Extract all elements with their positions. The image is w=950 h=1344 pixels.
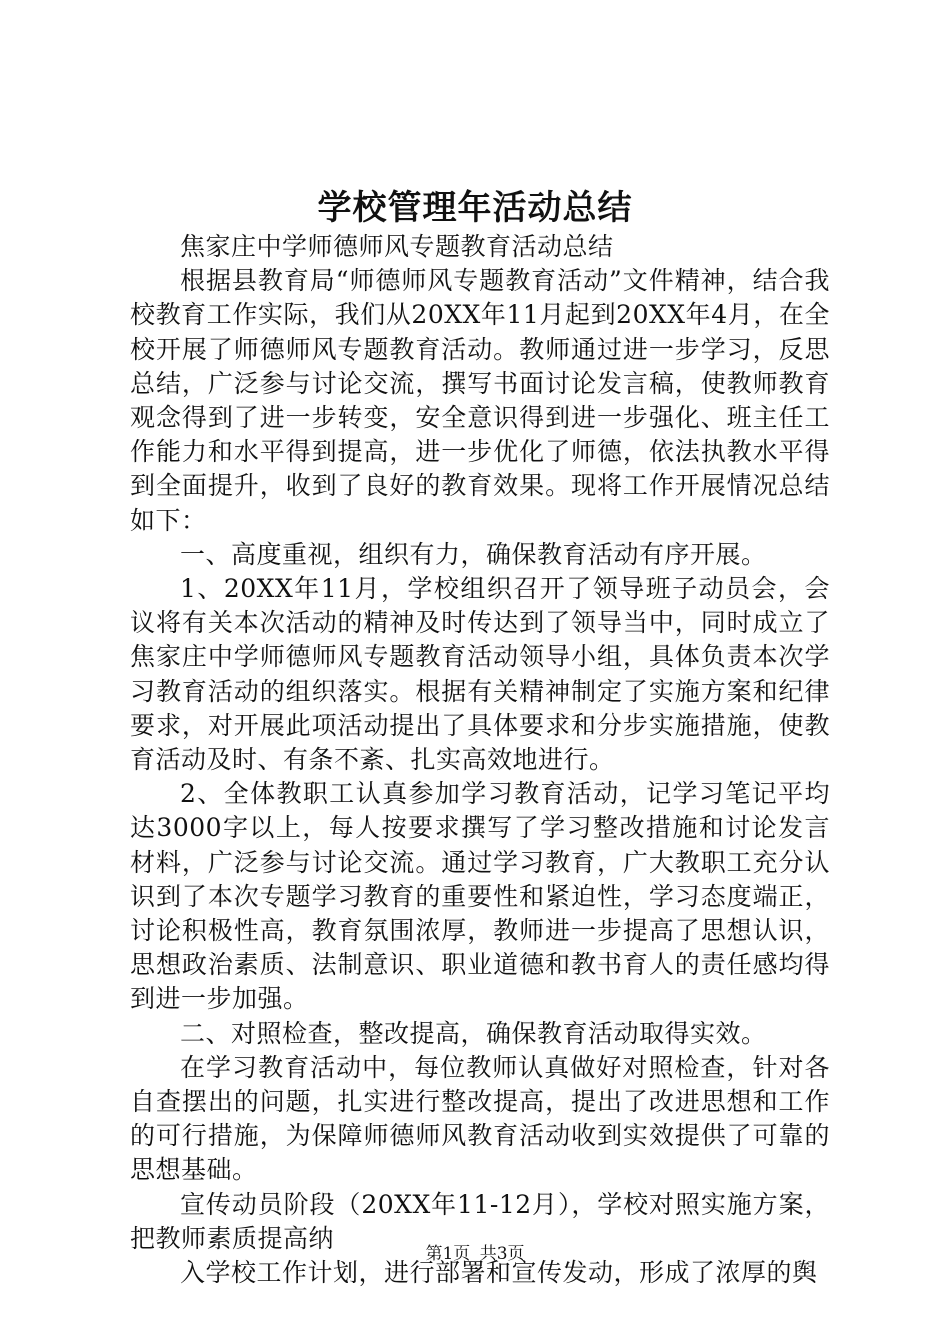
paragraph-continued: 入学校工作计划，进行部署和宣传发动，形成了浓厚的舆 [180,1258,818,1288]
paragraph-subtitle: 焦家庄中学师德师风专题教育活动总结 [180,232,614,261]
document-body [130,230,830,1290]
paragraph-item-1: 1、20XX年11月，学校组织召开了领导班子动员会，会议将有关本次活动的精神及时传达到了领导当中，同时成立了焦家庄中学师德师风专题教育活动领导小组，具体负责本次学习教育活动的组织落实。根据有关精神制定了实施方案和纪律要求，对开展此项活动提出了具体要求和分步实施措施，使教育活动及时、有条不紊、扎实高效地进行。 [130,574,830,775]
section-heading-1: 一、高度重视，组织有力，确保教育活动有序开展。 [180,539,767,569]
page-footer [0,1242,950,1266]
page-number: 第1页 [425,1244,471,1264]
document-title: 学校管理年活动总结 [317,188,633,228]
paragraph-publicity: 宣传动员阶段（20XX年11-12月），学校对照实施方案，把教师素质提高纳 [130,1189,830,1253]
paragraph-checking: 在学习教育活动中，每位教师认真做好对照检查，针对各自查摆出的问题，扎实进行整改提高，提出了改进思想和工作的可行措施，为保障师德师风教育活动收到实效提供了可靠的思想基础。 [130,1052,830,1185]
paragraph-intro: 根据县教育局“师德师风专题教育活动”文件精神，结合我校教育工作实际，我们从20XX年11月起到20XX年4月，在全校开展了师德师风专题教育活动。教师通过进一步学习，反思总结，广泛参与讨论交流，撰写书面讨论发言稿，使教师教育观念得到了进一步转变，安全意识得到进一步强化、班主任工作能力和水平得到提高，进一步优化了师德，依法执教水平得到全面提升，收到了良好的教育效果。现将工作开展情况总结如下： [130,266,830,535]
paragraph-item-2: 2、全体教职工认真参加学习教育活动，记学习笔记平均达3000字以上，每人按要求撰写了学习整改措施和讨论发言材料，广泛参与讨论交流。通过学习教育，广大教职工充分认识到了本次专题学习教育的重要性和紧迫性，学习态度端正，讨论积极性高，教育氛围浓厚，教师进一步提高了思想认识，思想政治素质、法制意识、职业道德和教书育人的责任感均得到进一步加强。 [130,779,830,1014]
page-total: 共3页 [479,1244,525,1264]
section-heading-2: 二、对照检查，整改提高，确保教育活动取得实效。 [180,1018,767,1048]
